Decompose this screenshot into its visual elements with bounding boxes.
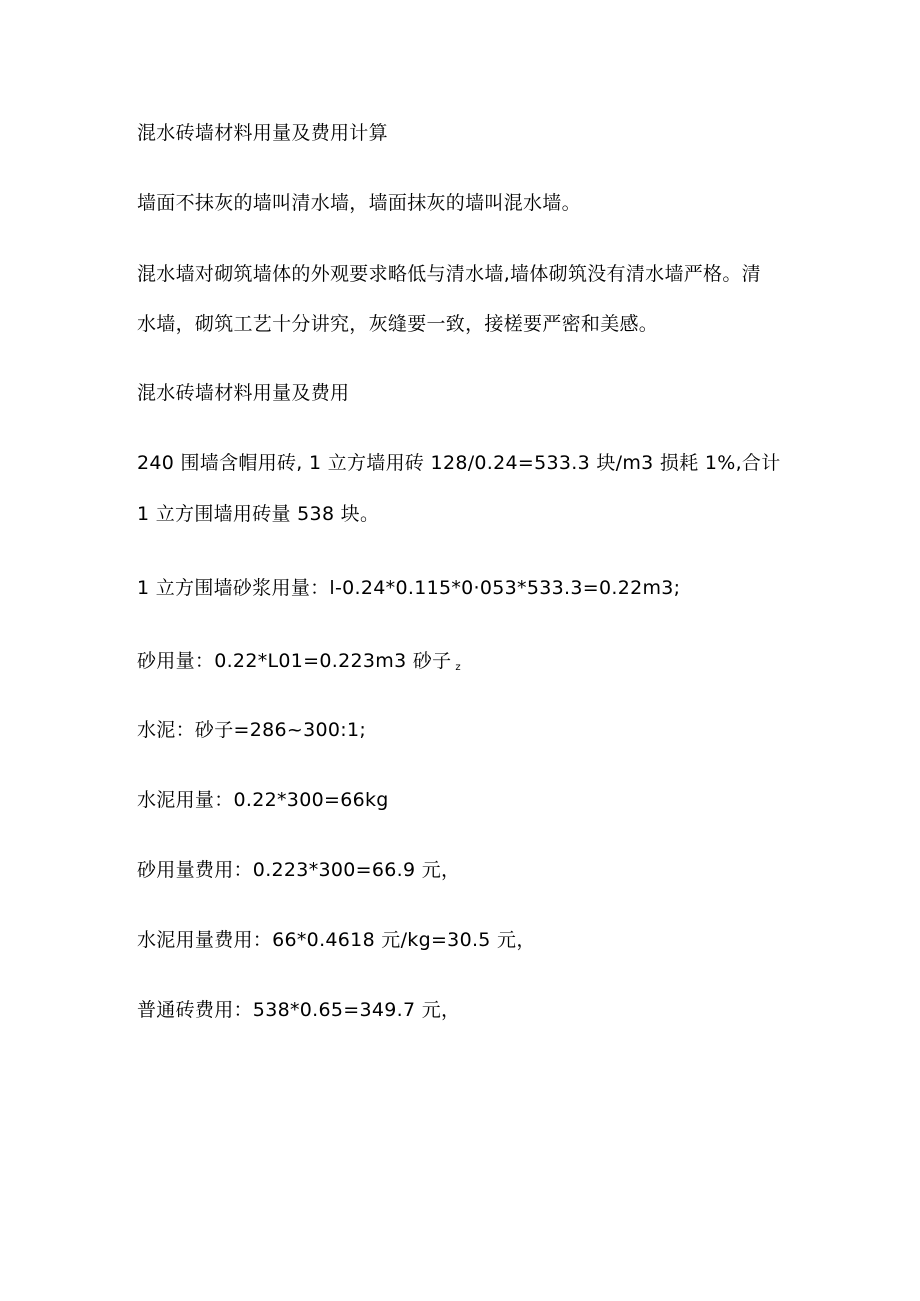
sand-calc-mark: z [455, 662, 461, 673]
brick-calc-line-1: 240 围墙含帽用砖, 1 立方墙用砖 128/0.24=533.3 块/m3 损耗 1%,合计 [137, 452, 781, 474]
brick-cost: 普通砖费用：538*0.65=349.7 元， [137, 999, 461, 1021]
description-line-2: 水墙，砌筑工艺十分讲究，灰缝要一致，接槎要严密和美感。 [137, 313, 659, 335]
description-line-1: 混水墙对砌筑墙体的外观要求略低与清水墙,墙体砌筑没有清水墙严格。清 [137, 263, 761, 285]
intro-paragraph: 墙面不抹灰的墙叫清水墙，墙面抹灰的墙叫混水墙。 [137, 192, 581, 214]
cement-ratio: 水泥：砂子=286~300:1; [137, 719, 367, 741]
cement-amount: 水泥用量：0.22*300=66kg [137, 789, 389, 811]
sand-calc [137, 649, 461, 680]
sand-cost: 砂用量费用：0.223*300=66.9 元， [137, 859, 461, 881]
cement-cost: 水泥用量费用：66*0.4618 元/kg=30.5 元， [137, 929, 536, 951]
section-title: 混水砖墙材料用量及费用 [137, 382, 350, 404]
mortar-calc: 1 立方围墙砂浆用量：l-0.24*0.115*0·053*533.3=0.22m3; [137, 577, 681, 599]
document-heading: 混水砖墙材料用量及费用计算 [137, 122, 388, 144]
brick-calc-line-2: 1 立方围墙用砖量 538 块。 [137, 503, 380, 525]
sand-calc-text: 砂用量：0.22*L01=0.223m3 砂子 [137, 650, 452, 672]
